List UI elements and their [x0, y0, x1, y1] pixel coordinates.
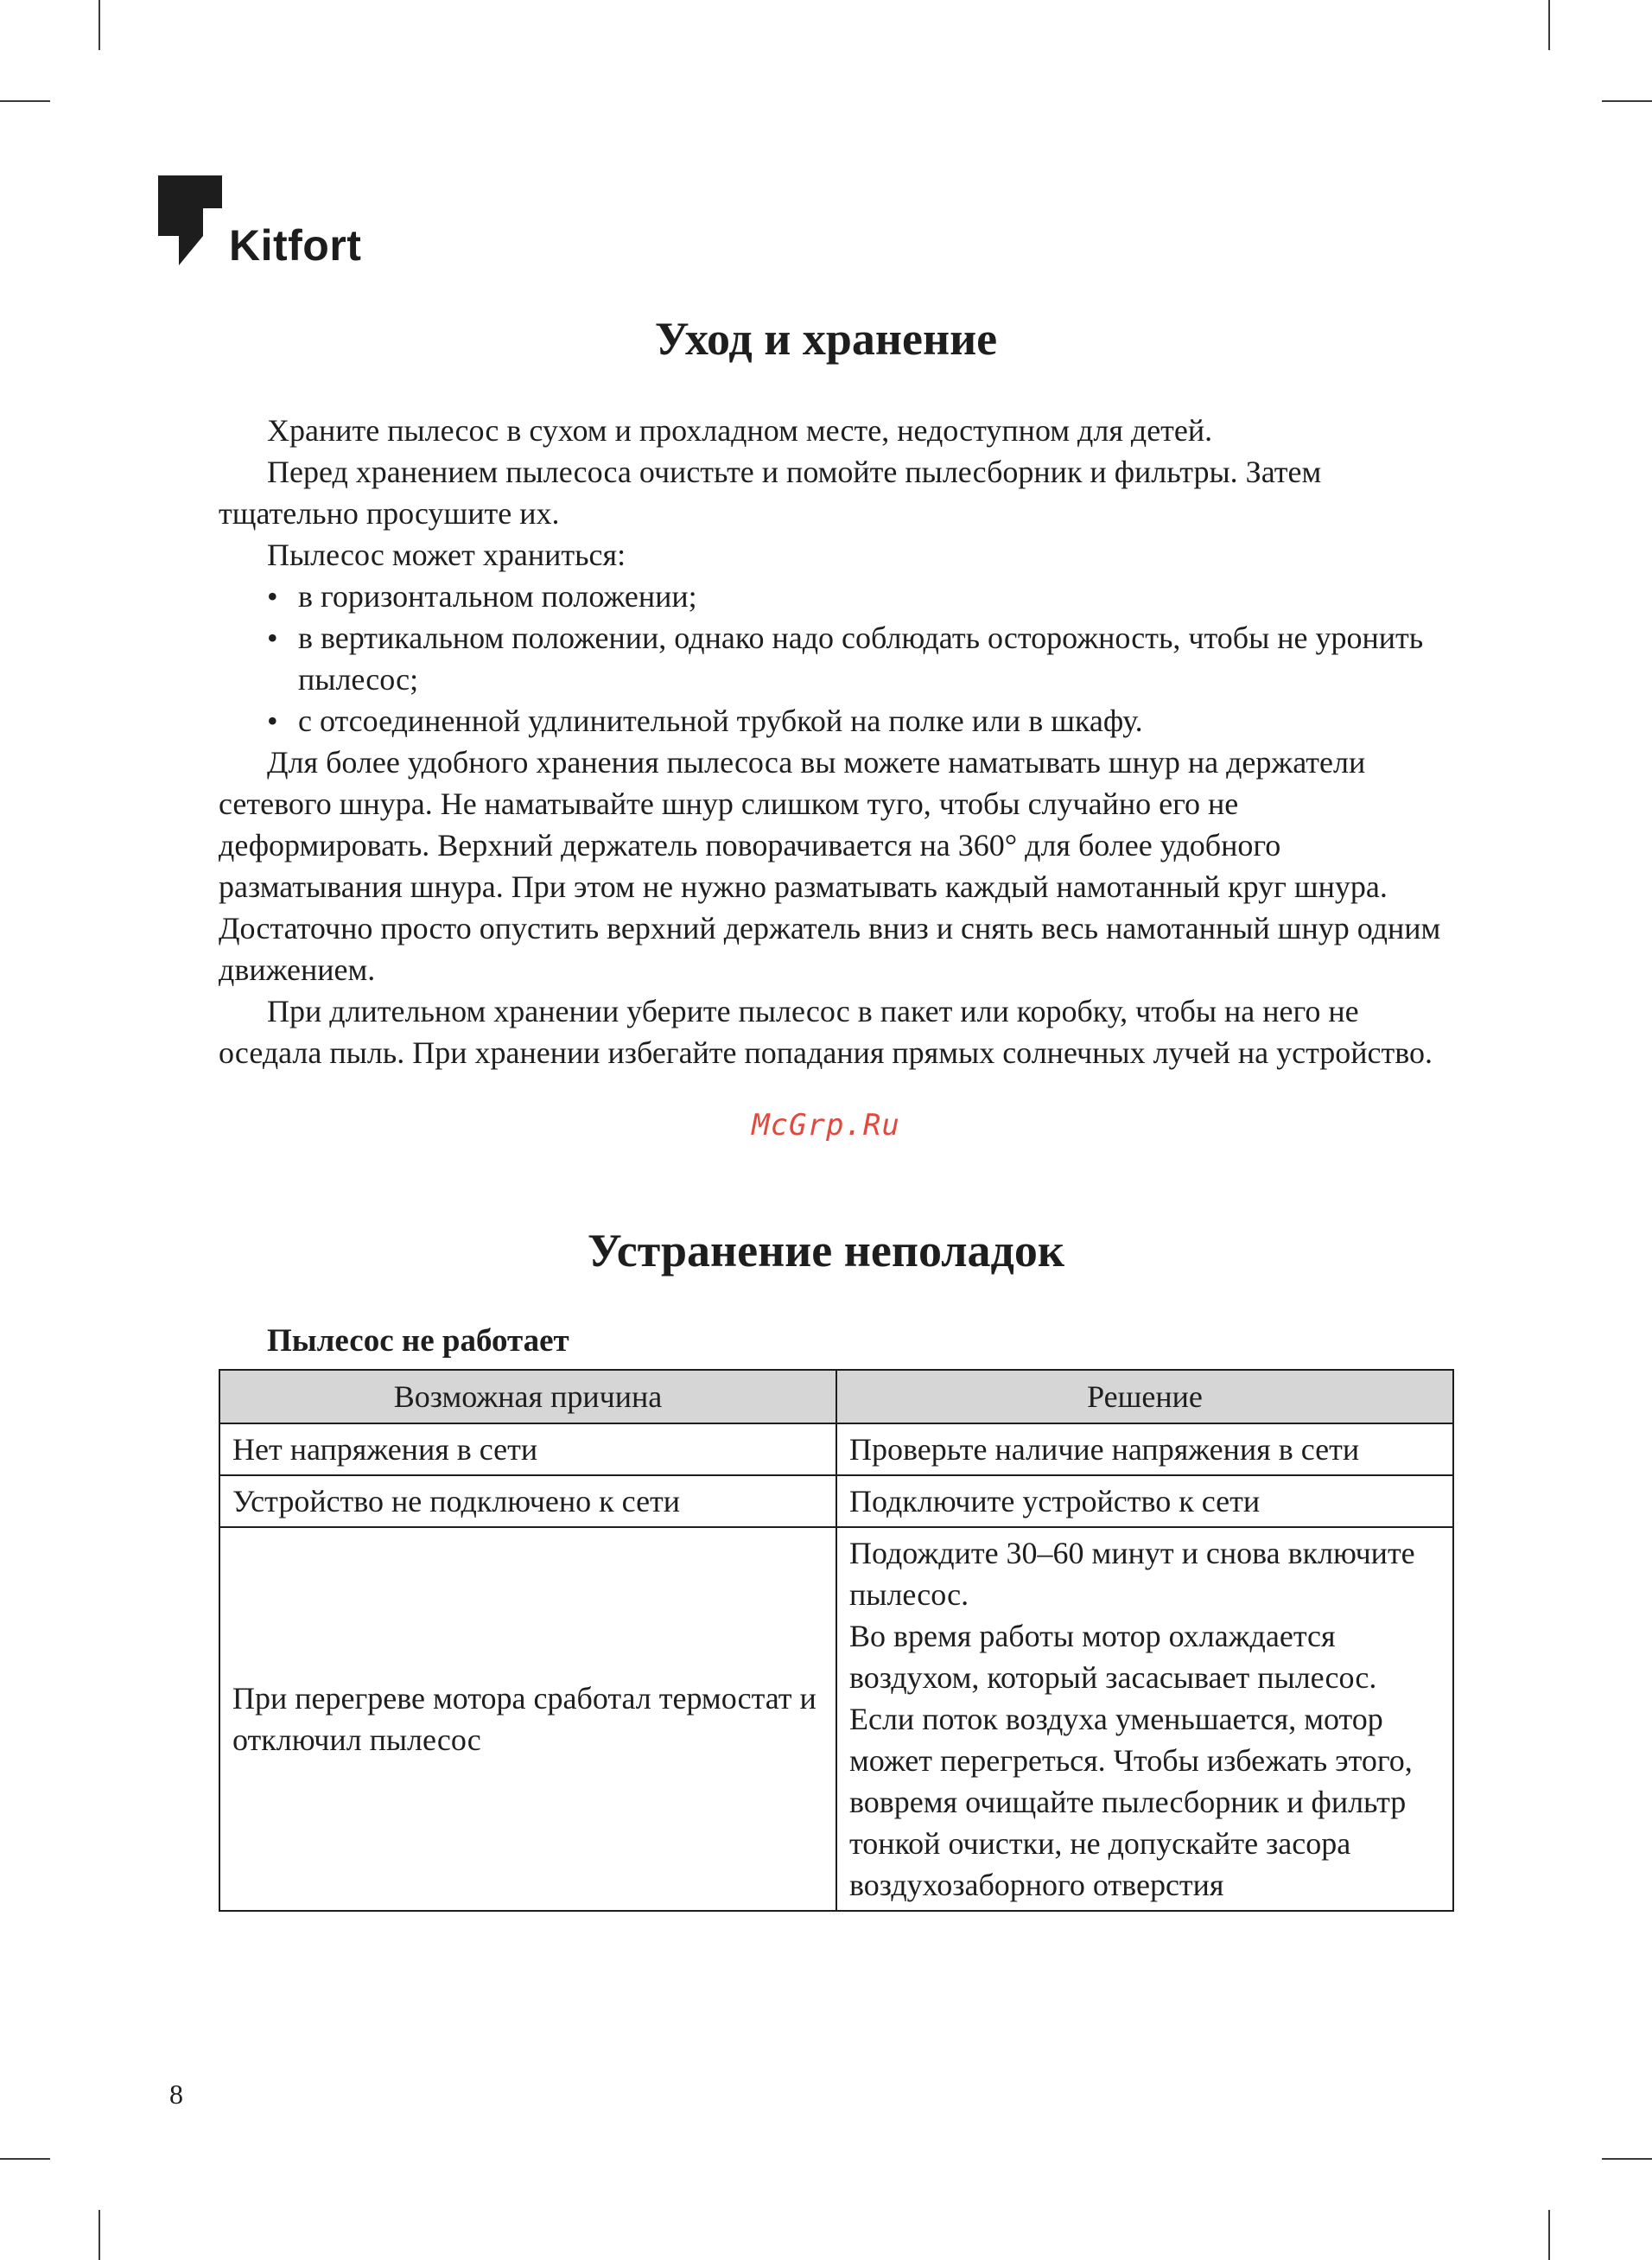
kitfort-logo	[158, 175, 362, 270]
crop-mark-left-top	[0, 100, 50, 102]
storage-options-list	[219, 576, 1449, 742]
storage-option-item: • в горизонтальном положении;	[219, 576, 1449, 617]
cause-cell: Устройство не подключено к сети	[219, 1475, 836, 1527]
column-header-cause: Возможная причина	[219, 1370, 836, 1423]
care-paragraph: При длительном хранении уберите пылесос в пакет или коробку, чтобы на него не оседала пыль. При хранении избегайте попадания прямых солнечных лучей на устройство.	[219, 994, 1433, 1070]
storage-option-item: • с отсоединенной удлинительной трубкой на полке или в шкафу.	[219, 700, 1449, 742]
care-paragraph: Для более удобного хранения пылесоса вы можете наматывать шнур на держатели сетевого шнура. Не наматывайте шнур слишком туго, чтобы случайно его не деформировать. Верхний держатель поворачивается на 360° для более удобного разматывания шнура. При этом не нужно разматывать каждый намотанный круг шнура. Достаточно просто опустить верхний держатель вниз и снять весь намотанный шнур одним движением.	[219, 745, 1441, 987]
table-header-row	[219, 1370, 1453, 1423]
solution-cell	[836, 1475, 1453, 1527]
cause-cell: Нет напряжения в сети	[219, 1423, 836, 1475]
crop-mark-right-bottom	[1602, 2158, 1652, 2160]
table-row	[219, 1423, 1453, 1475]
crop-mark-left-bottom	[0, 2158, 50, 2160]
page-number: 8	[169, 2079, 183, 2110]
care-section-body	[219, 410, 1449, 1073]
care-paragraph: Пылесос может храниться:	[267, 538, 626, 572]
care-paragraph: Храните пылесос в сухом и прохладном месте, недоступном для детей.	[267, 413, 1213, 448]
troubleshooting-subtitle: Пылесос не работает	[267, 1323, 569, 1359]
troubleshooting-section-title: Устранение неполадок	[588, 1225, 1064, 1276]
logo-wordmark: Kitfort	[229, 221, 362, 270]
cause-cell: При перегреве мотора сработал термостат и отключил пылесос	[219, 1527, 836, 1911]
storage-option-item: • в вертикальном положении, однако надо соблюдать осторожность, чтобы не уронить пылесос;	[219, 617, 1449, 700]
crop-mark-top-right	[1548, 0, 1550, 50]
table-row	[219, 1527, 1453, 1911]
solution-text: Проверьте наличие напряжения в сети	[849, 1432, 1360, 1467]
column-header-solution: Решение	[836, 1370, 1453, 1423]
troubleshooting-table	[219, 1369, 1454, 1912]
solution-text: Подключите устройство к сети	[849, 1484, 1261, 1518]
crop-mark-top-left	[98, 0, 100, 50]
crop-mark-bottom-right	[1548, 2210, 1550, 2260]
watermark-text: McGrp.Ru	[752, 1108, 900, 1143]
table-row	[219, 1475, 1453, 1527]
crop-mark-bottom-left	[98, 2210, 100, 2260]
solution-cell	[836, 1527, 1453, 1911]
care-paragraph: Перед хранением пылесоса очистьте и помойте пылесборник и фильтры. Затем тщательно просушите их.	[219, 455, 1322, 531]
crop-mark-right-top	[1602, 100, 1652, 102]
kitfort-logo-mark-icon	[158, 175, 224, 265]
solution-cell	[836, 1423, 1453, 1475]
solution-text: Подождите 30–60 минут и снова включите пылесос.	[849, 1536, 1415, 1612]
solution-text: Во время работы мотор охлаждается воздухом, который засасывает пылесос. Если поток воздуха уменьшается, мотор может перегреться. Чтобы избежать этого, вовремя очищайте пылесборник и фильтр тонкой очистки, не допускайте засора воздухозаборного отверстия	[849, 1619, 1413, 1902]
care-section-title: Уход и хранение	[654, 313, 998, 365]
